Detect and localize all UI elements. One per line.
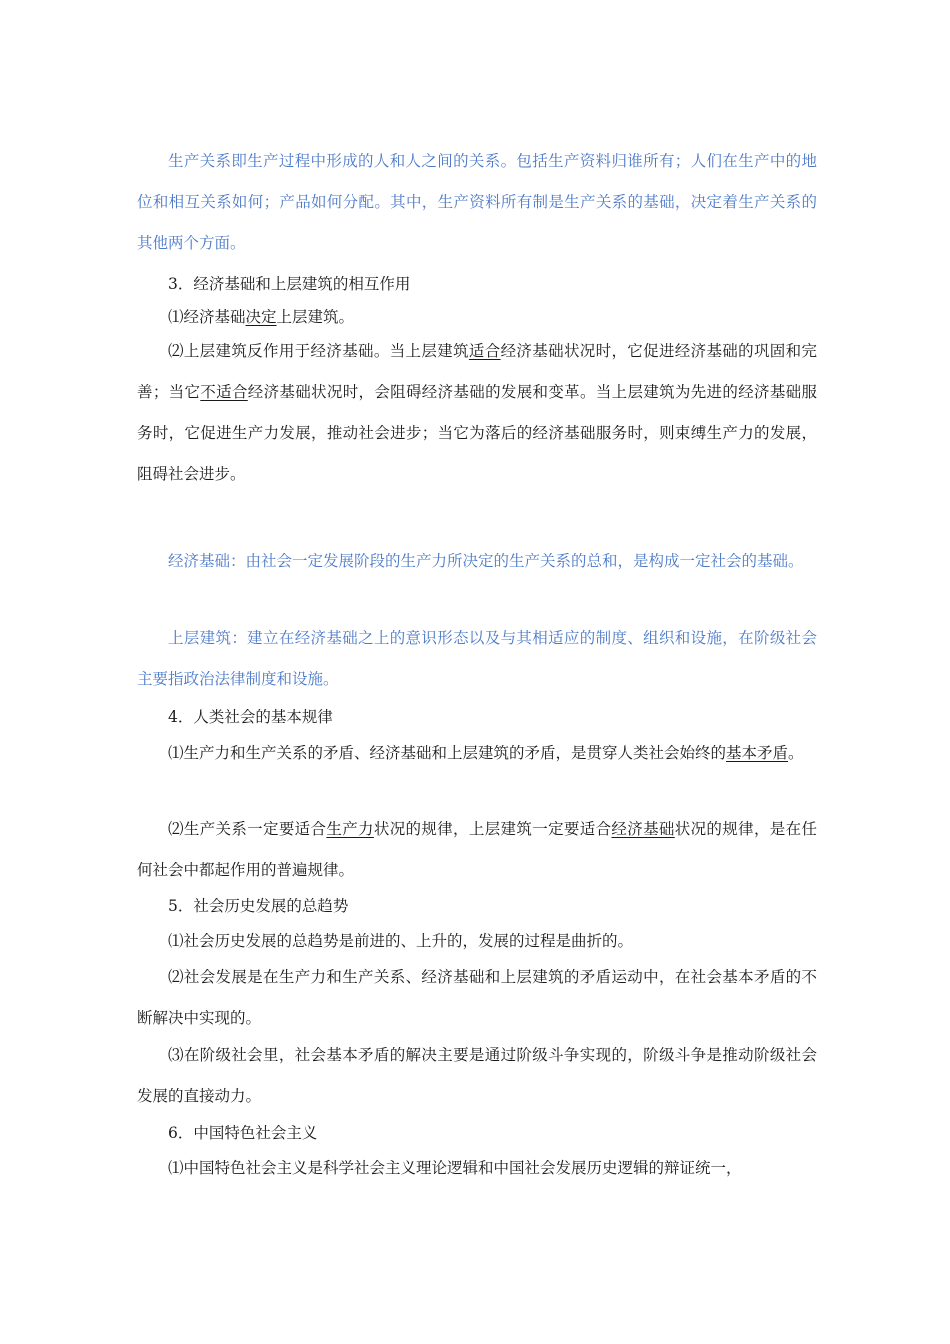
item-text: 状况的规律，上层建筑一定要适合 bbox=[373, 820, 612, 838]
note-superstructure bbox=[137, 618, 817, 700]
item-text: ⑶在阶级社会里，社会基本矛盾的解决主要是通过阶级斗争实现的，阶级斗争是推动阶级社会发展的直接动力。 bbox=[137, 1046, 817, 1105]
note-text: 经济基础：由社会一定发展阶段的生产力所决定的生产关系的总和，是构成一定社会的基础。 bbox=[168, 552, 804, 570]
item-text: 上层建筑。 bbox=[276, 308, 355, 326]
section-4-item-1 bbox=[137, 733, 817, 774]
section-6-item-1 bbox=[137, 1148, 817, 1189]
heading-text: 4．人类社会的基本规律 bbox=[168, 708, 333, 726]
underlined-keyword: 决定 bbox=[245, 308, 277, 326]
section-4-item-2 bbox=[137, 809, 817, 891]
note-production-relations bbox=[137, 141, 817, 264]
section-5-item-3 bbox=[137, 1035, 817, 1117]
underlined-keyword: 经济基础 bbox=[611, 820, 675, 838]
note-text: 生产关系即生产过程中形成的人和人之间的关系。包括生产资料归谁所有；人们在生产中的地位和相互关系如何；产品如何分配。其中，生产资料所有制是生产关系的基础，决定着生产关系的其他两个方面。 bbox=[137, 152, 817, 252]
section-5-item-2 bbox=[137, 957, 817, 1039]
note-text: 上层建筑：建立在经济基础之上的意识形态以及与其相适应的制度、组织和设施，在阶级社会主要指政治法律制度和设施。 bbox=[137, 629, 817, 688]
item-text: 状况的规律，是在任何社会中都起作用的普遍规律。 bbox=[137, 820, 817, 879]
section-5-item-1 bbox=[137, 921, 817, 962]
heading-text: 3．经济基础和上层建筑的相互作用 bbox=[168, 275, 411, 293]
item-text: ⑴中国特色社会主义是科学社会主义理论逻辑和中国社会发展历史逻辑的辩证统一， bbox=[168, 1159, 742, 1177]
item-text: 经济基础状况时，它促进经济基础的巩固和完善；当它 bbox=[137, 342, 817, 401]
section-heading-4 bbox=[137, 697, 817, 738]
item-text: 。 bbox=[788, 744, 804, 762]
item-text: ⑵社会发展是在生产力和生产关系、经济基础和上层建筑的矛盾运动中，在社会基本矛盾的不断解决中实现的。 bbox=[137, 968, 817, 1027]
item-text: 经济基础状况时，会阻碍经济基础的发展和变革。当上层建筑为先进的经济基础服务时，它促进生产力发展，推动社会进步；当它为落后的经济基础服务时，则束缚生产力的发展，阻碍社会进步。 bbox=[137, 383, 817, 483]
underlined-keyword: 基本矛盾 bbox=[726, 744, 789, 762]
underlined-keyword: 不适合 bbox=[200, 383, 248, 401]
heading-text: 6．中国特色社会主义 bbox=[168, 1124, 318, 1142]
underlined-keyword: 生产力 bbox=[326, 820, 374, 838]
heading-text: 5．社会历史发展的总趋势 bbox=[168, 897, 349, 915]
note-economic-base bbox=[137, 541, 817, 582]
item-text: ⑴生产力和生产关系的矛盾、经济基础和上层建筑的矛盾，是贯穿人类社会始终的 bbox=[168, 744, 727, 762]
item-text: ⑵生产关系一定要适合 bbox=[168, 820, 327, 838]
section-3-item-2 bbox=[137, 331, 817, 495]
item-text: ⑴经济基础 bbox=[168, 308, 246, 326]
item-text: ⑴社会历史发展的总趋势是前进的、上升的，发展的过程是曲折的。 bbox=[168, 932, 634, 950]
item-text: ⑵上层建筑反作用于经济基础。当上层建筑 bbox=[168, 342, 469, 360]
underlined-keyword: 适合 bbox=[468, 342, 501, 360]
